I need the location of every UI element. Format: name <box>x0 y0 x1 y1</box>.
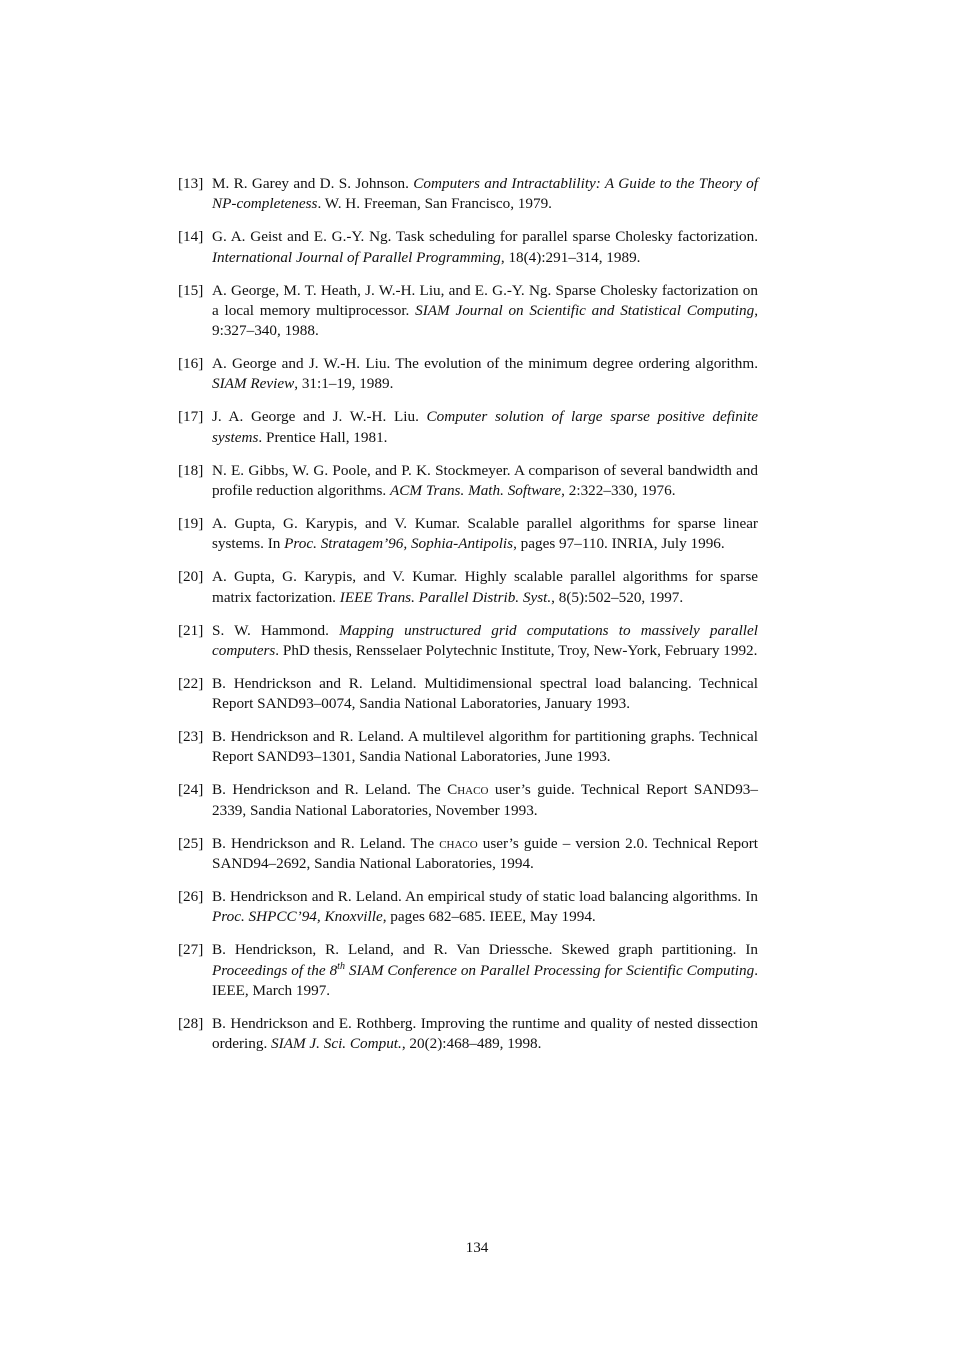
reference-fragment: A. Gupta, G. Karypis, and V. Kumar. Scalable parallel algorithms for sparse linear systems. In <box>212 514 758 553</box>
reference-fragment: A. Gupta, G. Karypis, and V. Kumar. Highly scalable parallel algorithms for sparse matrix factorization. <box>212 568 758 606</box>
reference-entry <box>178 834 758 875</box>
reference-entry <box>178 354 758 395</box>
small-caps-name: Chaco <box>447 781 489 799</box>
reference-text <box>212 728 758 765</box>
reference-number: [24] <box>178 781 204 799</box>
reference-text <box>212 515 758 552</box>
reference-number: [14] <box>178 228 204 246</box>
reference-fragment: , pages 97–110. INRIA, July 1996. <box>513 535 725 553</box>
reference-fragment: , 9:327–340, 1988. <box>212 301 759 340</box>
reference-text <box>212 462 758 499</box>
reference-fragment: J. A. George and J. W.-H. Liu. <box>212 408 427 426</box>
reference-entry <box>178 621 758 662</box>
reference-number: [20] <box>178 568 204 586</box>
reference-number: [21] <box>178 621 204 639</box>
reference-fragment: . PhD thesis, Rensselaer Polytechnic Institute, Troy, New-York, February 1992. <box>275 641 758 659</box>
reference-fragment: M. R. Garey and D. S. Johnson. <box>212 175 414 192</box>
reference-fragment: , 18(4):291–314, 1989. <box>500 248 641 266</box>
reference-fragment: B. Hendrickson and R. Leland. The <box>212 834 440 852</box>
italic-title: Computer solution of large sparse positive definite systems <box>212 408 758 446</box>
reference-text <box>212 781 758 818</box>
page-number: 134 <box>465 1239 489 1256</box>
reference-number: [17] <box>178 408 204 426</box>
reference-text <box>212 408 758 445</box>
reference-number: [22] <box>178 674 204 692</box>
reference-text <box>212 175 758 212</box>
reference-number: [18] <box>178 461 204 479</box>
reference-text <box>212 1015 758 1052</box>
reference-entry <box>178 674 758 715</box>
reference-text <box>212 228 758 265</box>
reference-fragment: A. George and J. W.-H. Liu. The evolution of the minimum degree ordering algorithm. <box>212 355 758 373</box>
italic-title: International Journal of Parallel Programming <box>212 248 501 266</box>
reference-text <box>212 835 758 872</box>
reference-fragment: B. Hendrickson and E. Rothberg. Improving the runtime and quality of nested dissection ordering. <box>212 1014 758 1053</box>
reference-fragment: B. Hendrickson and R. Leland. A multilevel algorithm for partitioning graphs. Technical Report SAND93–1301, Sandia National Laboratories, June 1993. <box>212 728 758 766</box>
reference-list <box>178 174 758 1067</box>
reference-fragment: . Prentice Hall, 1981. <box>258 428 388 446</box>
reference-number: [19] <box>178 514 204 532</box>
reference-entry <box>178 407 758 448</box>
reference-fragment: user’s guide. Technical Report SAND93–2339, Sandia National Laboratories, November 1993. <box>212 781 758 819</box>
reference-entry <box>178 567 758 608</box>
reference-fragment: B. Hendrickson and R. Leland. The <box>212 781 448 799</box>
reference-fragment: A. George, M. T. Heath, J. W.-H. Liu, and E. G.-Y. Ng. Sparse Cholesky factorization on a local memory multiprocessor. <box>212 281 758 319</box>
reference-entry <box>178 514 758 555</box>
superscript-text: th <box>337 960 345 972</box>
reference-entry <box>178 940 758 1001</box>
reference-entry <box>178 281 758 342</box>
reference-entry <box>178 461 758 502</box>
reference-number: [15] <box>178 281 204 299</box>
reference-entry <box>178 727 758 768</box>
reference-text <box>212 355 758 392</box>
reference-fragment: B. Hendrickson and R. Leland. Multidimensional spectral load balancing. Technical Report SAND93–0074, Sandia National Laboratories, January 1993. <box>212 674 758 713</box>
reference-fragment: , 31:1–19, 1989. <box>294 375 394 393</box>
reference-number: [25] <box>178 834 204 852</box>
reference-number: [13] <box>178 175 204 192</box>
reference-fragment: , 2:322–330, 1976. <box>561 482 676 499</box>
reference-number: [28] <box>178 1014 204 1032</box>
reference-text <box>212 675 758 712</box>
italic-title: Proceedings of the 8 <box>212 961 338 979</box>
italic-title: SIAM Review <box>212 375 295 393</box>
italic-title: IEEE Trans. Parallel Distrib. Syst. <box>339 588 552 606</box>
reference-fragment: . W. H. Freeman, San Francisco, 1979. <box>317 195 552 213</box>
italic-title: Proc. Stratagem’96, Sophia-Antipolis <box>284 535 514 553</box>
reference-fragment: B. Hendrickson and R. Leland. An empirical study of static load balancing algorithms. In <box>212 887 758 905</box>
reference-text <box>212 282 758 340</box>
reference-fragment: , pages 682–685. IEEE, May 1994. <box>382 908 596 926</box>
reference-fragment: S. W. Hammond. <box>212 621 340 639</box>
reference-fragment: , 8(5):502–520, 1997. <box>551 588 684 606</box>
reference-entry <box>178 1014 758 1055</box>
italic-title: Computers and Intractablility: A Guide to the Theory of NP-completeness <box>212 175 758 213</box>
reference-entry <box>178 887 758 928</box>
italic-title: SIAM Journal on Scientific and Statistical Computing <box>415 301 755 319</box>
reference-number: [16] <box>178 355 204 373</box>
reference-text <box>212 941 758 999</box>
reference-number: [23] <box>178 728 204 746</box>
italic-title: SIAM J. Sci. Comput. <box>271 1035 402 1053</box>
italic-title: ACM Trans. Math. Software <box>390 482 562 499</box>
reference-text <box>212 568 758 605</box>
reference-entry <box>178 227 758 268</box>
small-caps-name: chaco <box>439 834 478 852</box>
italic-title: SIAM Conference on Parallel Processing for Scientific Computing <box>344 961 755 979</box>
reference-number: [26] <box>178 887 204 905</box>
reference-text <box>212 622 758 659</box>
italic-title: Proc. SHPCC’94, Knoxville <box>212 908 383 926</box>
italic-title: Mapping unstructured grid computations to massively parallel computers <box>212 621 758 659</box>
reference-fragment: N. E. Gibbs, W. G. Poole, and P. K. Stockmeyer. A comparison of several bandwidth and profile reduction algorithms. <box>212 461 758 499</box>
reference-fragment: user’s guide – version 2.0. Technical Report SAND94–2692, Sandia National Laboratories, 1994. <box>212 834 758 872</box>
reference-fragment: G. A. Geist and E. G.-Y. Ng. Task scheduling for parallel sparse Cholesky factorization. <box>212 228 758 246</box>
reference-fragment: B. Hendrickson, R. Leland, and R. Van Driessche. Skewed graph partitioning. In <box>212 941 758 959</box>
reference-entry <box>178 780 758 821</box>
reference-entry <box>178 174 758 215</box>
reference-fragment: . IEEE, March 1997. <box>212 961 758 999</box>
reference-text <box>212 888 758 925</box>
reference-fragment: , 20(2):468–489, 1998. <box>401 1035 542 1053</box>
reference-number: [27] <box>178 941 204 959</box>
